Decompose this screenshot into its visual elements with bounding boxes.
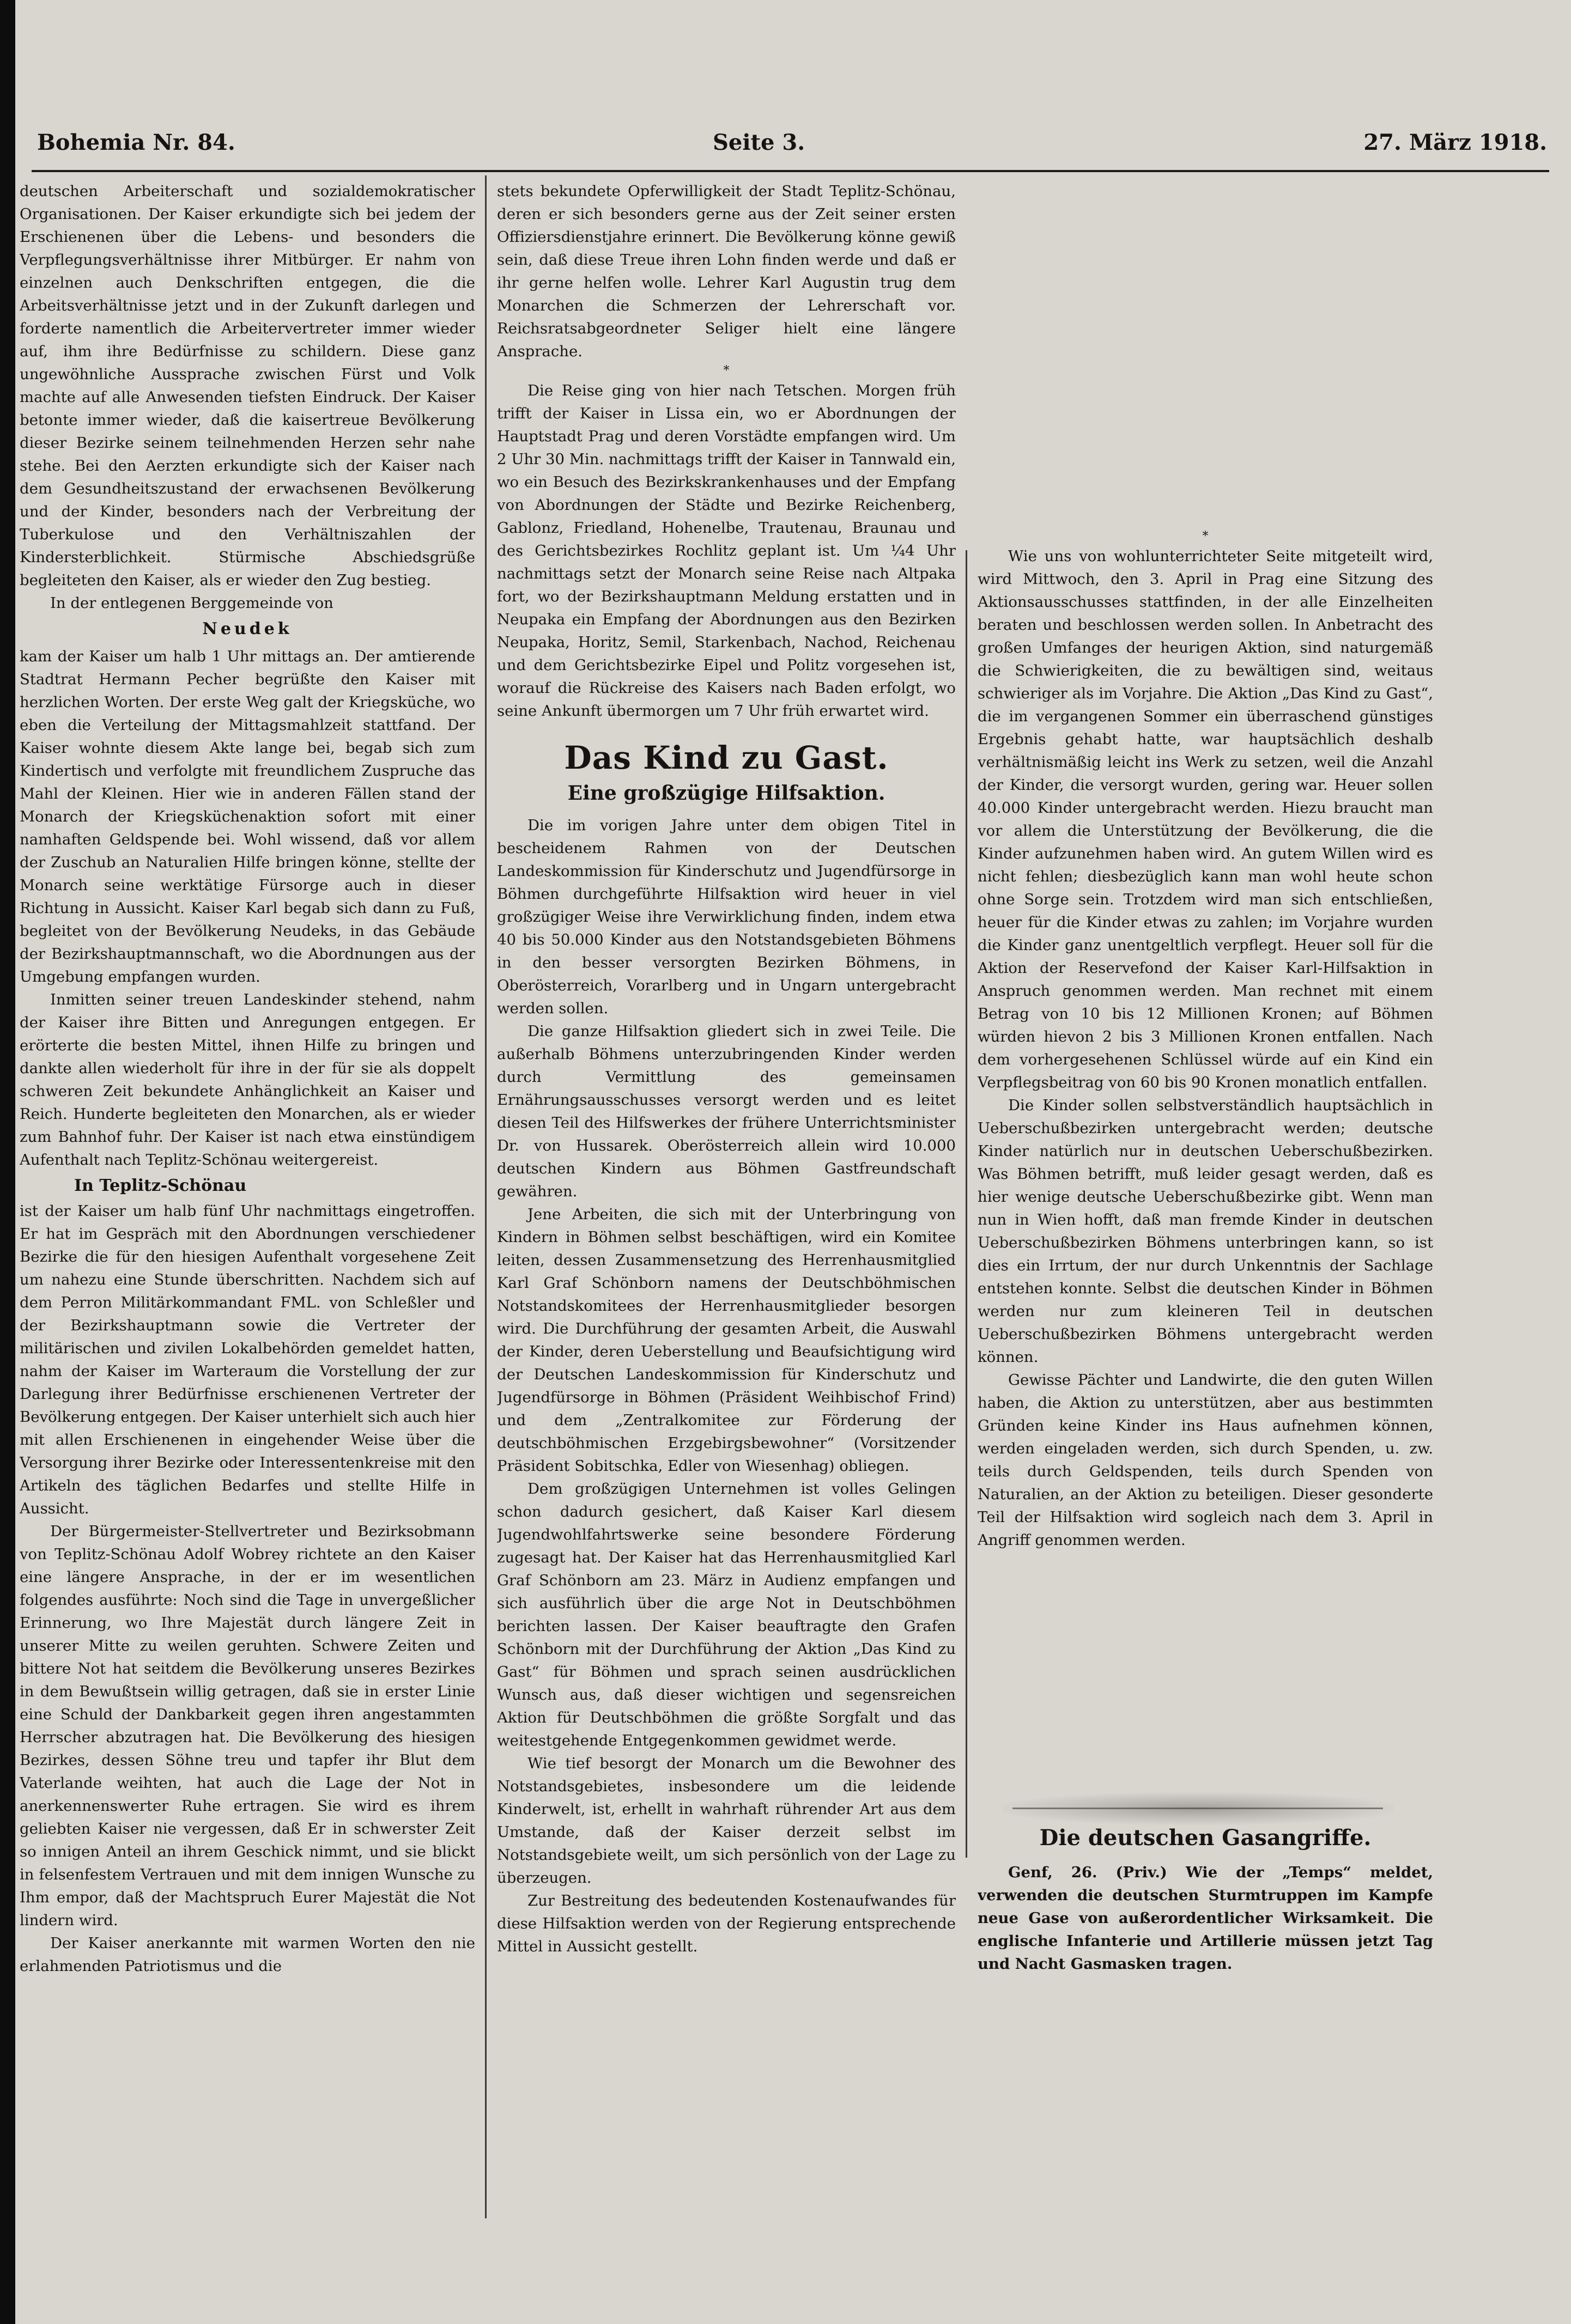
article-paragraph: Die im vorigen Jahre unter dem obigen Titel in bescheidenem Rahmen von der Deutschen Landeskommission für Kinderschutz und Jugendfürsorge in Böhmen durchgeführte Hilfsaktion wird heuer in viel großzügiger Weise ihre Verwirklichung finden, indem etwa 40 bis 50.000 Kinder aus den Notstandsgebieten Böhmens in den besser versorgten Bezirken Böhmens, in Oberösterreich, Vorarlberg und in Ungarn untergebracht werden sollen.: [497, 817, 956, 1017]
column-3: [978, 180, 1433, 2304]
article-paragraph: ist der Kaiser um halb fünf Uhr nachmittags eingetroffen. Er hat im Gespräch mit den Abordnungen verschiedener Bezirke die für den hiesigen Aufenthalt vorgesehene Zeit um nahezu eine Stunde überschritten. Nachdem sich auf dem Perron Militärkommandant FML. von Schleßler und der Bezirkshauptmann sowie die Vertreter der militärischen und zivilen Lokalbehörden gemeldet hatten, nahm der Kaiser im Warteraum die Vorstellung der zur Darlegung ihrer Bedürfnisse erschienenen Vertreter der Bevölkerung entgegen. Der Kaiser unterhielt sich auch hier mit allen Erschienenen in eingehender Weise über die Versorgung ihrer Bezirke oder Interessentenkreise mit den Artikeln des täglichen Bedarfes und stellte Hilfe in Aussicht.: [20, 1202, 475, 1517]
article-title-gasangriffe: Die deutschen Gasangriffe.: [1039, 1825, 1372, 1851]
column-rule-1: [485, 175, 487, 2218]
section-separator: *: [1202, 530, 1209, 543]
column-rule-2: [966, 550, 967, 1858]
article-paragraph: Genf, 26. (Priv.) Wie der „Temps“ meldet, verwenden die deutschen Sturmtruppen im Kampfe neue Gase von außerordentlicher Wirksamkeit. Die englische Infanterie und Artillerie müssen jetzt Tag und Nacht Gasmasken tragen.: [978, 1864, 1433, 1973]
publication-issue: Bohemia Nr. 84.: [37, 130, 235, 155]
article-paragraph: Die ganze Hilfsaktion gliedert sich in zwei Teile. Die außerhalb Böhmens unterzubringenden Kinder werden durch Vermittlung des gemeinsamen Ernährungsausschusses versorgt werden und es leitet diesen Teil des Hilfswerkes der frühere Unterrichtsminister Dr. von Hussarek. Oberösterreich allein wird 10.000 deutschen Kindern aus Böhmen Gastfreundschaft gewähren.: [497, 1023, 956, 1200]
article-paragraph: kam der Kaiser um halb 1 Uhr mittags an. Der amtierende Stadtrat Hermann Pecher begrüßte den Kaiser mit herzlichen Worten. Der erste Weg galt der Kriegsküche, wo eben die Verteilung der Mittagsmahlzeit stattfand. Der Kaiser wohnte diesem Akte lange bei, begab sich zum Kindertisch und verfolgte mit freundlichem Zuspruche das Mahl der Kleinen. Hier wie in anderen Fällen stand der Monarch der Kriegsküchenaktion sofort mit einer namhaften Geldspende bei. Wohl wissend, daß vor allem der Zuschub an Naturalien Hilfe bringen könne, stellte der Monarch seine werktätige Fürsorge auch in dieser Richtung in Aussicht. Kaiser Karl begab sich dann zu Fuß, begleitet von der Bevölkerung Neudeks, in das Gebäude der Bezirkshauptmannschaft, wo die Abordnungen aus der Umgebung empfangen wurden.: [20, 648, 475, 985]
newspaper-page: [15, 0, 1571, 2324]
column-1: [20, 180, 475, 2304]
article-paragraph: Die Kinder sollen selbstverständlich hauptsächlich in Ueberschußbezirken untergebracht werden; deutsche Kinder natürlich nur in deutschen Ueberschußbezirken. Was Böhmen betrifft, muß leider gesagt werden, daß es hier wenige deutsche Ueberschußbezirke gibt. Wenn man nun in Wien hofft, daß man fremde Kinder in deutschen Ueberschußbezirken Böhmens unterbringen kann, so ist dies ein Irrtum, der nur durch Unkenntnis der Sachlage entstehen konnte. Selbst die deutschen Kinder in Böhmen werden nur zum kleineren Teil in deutschen Ueberschußbezirken Böhmens untergebracht werden können.: [978, 1097, 1433, 1366]
column-2: [497, 180, 956, 2304]
ink-smudge-line: [1012, 1808, 1383, 1809]
article-paragraph: Gewisse Pächter und Landwirte, die den guten Willen haben, die Aktion zu unterstützen, aber aus bestimmten Gründen keine Kinder ins Haus aufnehmen können, werden eingeladen werden, sich durch Spenden, u. zw. teils durch Geldspenden, teils durch Spenden von Naturalien, an der Aktion zu beteiligen. Dieser gesonderte Teil der Hilfsaktion wird sogleich nach dem 3. April in Angriff genommen werden.: [978, 1371, 1433, 1549]
article-paragraph: stets bekundete Opferwilligkeit der Stadt Teplitz-Schönau, deren er sich besonders gerne aus der Zeit seiner ersten Offiziersdienstjahre erinnert. Die Bevölkerung könne gewiß sein, daß diese Treue ihren Lohn finden werde und daß er ihr gerne helfen wolle. Lehrer Karl Augustin trug dem Monarchen die Schmerzen der Lehrerschaft vor. Reichsratsabgeordneter Seliger hielt eine längere Ansprache.: [497, 182, 956, 360]
article-paragraph: Die Reise ging von hier nach Tetschen. Morgen früh trifft der Kaiser in Lissa ein, wo er Abordnungen der Hauptstadt Prag und deren Vorstädte empfangen wird. Um 2 Uhr 30 Min. nachmittags trifft der Kaiser in Tannwald ein, wo ein Besuch des Bezirkskrankenhauses und der Empfang von Abordnungen der Städte und Bezirke Reichenberg, Gablonz, Friedland, Hohenelbe, Trautenau, Braunau und des Gerichtsbezirkes Rochlitz geplant ist. Um ¼4 Uhr nachmittags setzt der Monarch seine Reise nach Altpaka fort, wo der Bezirkshauptmann Meldung erstatten und in Neupaka ein Empfang der Abordnungen aus den Bezirken Neupaka, Horitz, Semil, Starkenbach, Nachod, Reichenau und dem Gerichtsbezirke Eipel und Politz vorgesehen ist, worauf die Rückreise des Kaisers nach Baden erfolgt, wo seine Ankunft übermorgen um 7 Uhr früh erwartet wird.: [497, 382, 956, 720]
issue-date: 27. März 1918.: [1363, 130, 1547, 155]
column-gap: [978, 1552, 1433, 1824]
article-title-kind-zu-gast: Das Kind zu Gast.: [564, 739, 889, 776]
scan-border: [0, 0, 15, 2324]
page-number: Seite 3.: [713, 130, 805, 155]
article-paragraph: Zur Bestreitung des bedeutenden Kostenaufwandes für diese Hilfsaktion werden von der Regierung entsprechende Mittel in Aussicht gestellt.: [497, 1892, 956, 1955]
article-paragraph: Wie uns von wohlunterrichteter Seite mitgeteilt wird, wird Mittwoch, den 3. April in Prag eine Sitzung des Aktionsausschusses stattfinden, in der alle Einzelheiten beraten und beschlossen werden sollen. In Anbetracht des großen Umfanges der heurigen Aktion, sind naturgemäß die Schwierigkeiten, die zu bewältigen sind, weitaus schwieriger als im Vorjahre. Die Aktion „Das Kind zu Gast“, die im vergangenen Sommer ein überraschend günstiges Ergebnis gehabt hatte, war hauptsächlich deshalb verhältnismäßig leicht ins Werk zu setzen, weil die Anzahl der Kinder, die versorgt wurden, gering war. Heuer sollen 40.000 Kinder untergebracht werden. Hiezu braucht man vor allem die Unterstützung der Bevölkerung, die die Kinder aufzunehmen haben wird. An gutem Willen wird es nicht fehlen; diesbezüglich kann man wohl heute schon ohne Sorge sein. Trotzdem wird man sich entschließen, heuer für die Kinder etwas zu zahlen; im Vorjahre wurden die Kinder ganz unentgeltlich verpflegt. Heuer soll für die Aktion der Reservefond der Kaiser Karl-Hilfsaktion in Anspruch genommen werden. Man rechnet mit einem Betrag von 10 bis 12 Millionen Kronen; auf Böhmen würden hievon 2 bis 3 Millionen Kronen entfallen. Nach dem vorhergesehenen Schlüssel würde auf ein Kind ein Verpflegsbeitrag von 60 bis 90 Kronen monatlich entfallen.: [978, 547, 1433, 1091]
section-heading-teplitz: In Teplitz-Schönau: [74, 1176, 247, 1195]
article-paragraph: Inmitten seiner treuen Landeskinder stehend, nahm der Kaiser ihre Bitten und Anregungen entgegen. Er erörterte die besten Mittel, ihnen Hilfe zu bringen und dankte allen wiederholt für ihre in der für sie als doppelt schweren Zeit bekundete Anhänglichkeit an Kaiser und Reich. Hunderte begleiteten den Monarchen, als er wieder zum Bahnhof fuhr. Der Kaiser ist nach etwa einstündigem Aufenthalt nach Teplitz-Schönau weitergereist.: [20, 991, 475, 1169]
section-heading-neudek: Neudek: [202, 619, 293, 638]
article-paragraph: In der entlegenen Berggemeinde von: [50, 594, 333, 612]
article-subtitle: Eine großzügige Hilfsaktion.: [567, 782, 885, 805]
article-paragraph: deutschen Arbeiterschaft und sozialdemokratischer Organisationen. Der Kaiser erkundigte sich bei jedem der Erschienenen über die Lebens- und besonders die Verpflegungsverhältnisse ihrer Mitbürger. Er nahm von einzelnen auch Denkschriften entgegen, die die Arbeitsverhältnisse jetzt und in der Zukunft darlegen und forderte namentlich die Arbeitervertreter immer wieder auf, ihm ihre Bedürfnisse zu schildern. Diese ganz ungewöhnliche Aussprache zwischen Fürst und Volk machte auf alle Anwesenden tiefsten Eindruck. Der Kaiser betonte immer wieder, daß die kaisertreue Bevölkerung dieser Bezirke seinem teilnehmenden Herzen sehr nahe stehe. Bei den Aerzten erkundigte sich der Kaiser nach dem Gesundheitszustand der erwachsenen Bevölkerung und der Kinder, besonders nach der Verbreitung der Tuberkulose und den Verhältniszahlen der Kindersterblichkeit. Stürmische Abschiedsgrüße begleiteten den Kaiser, als er wieder den Zug bestieg.: [20, 182, 475, 589]
article-paragraph: Jene Arbeiten, die sich mit der Unterbringung von Kindern in Böhmen selbst beschäftigen, wird ein Komitee leiten, dessen Zusammensetzung des Herrenhausmitglied Karl Graf Schönborn namens der Deutschböhmischen Notstandskomitees der Herrenhausmitglieder besorgen wird. Die Durchführung der gesamten Arbeit, die Auswahl der Kinder, deren Ueberstellung und Beaufsichtigung wird der Deutschen Landeskommission für Kinderschutz und Jugendfürsorge in Böhmen (Präsident Weihbischof Frind) und dem „Zentralkomitee zur Förderung der deutschböhmischen Erzgebirgsbewohner“ (Vorsitzender Präsident Sobitschka, Edler von Wiesenhag) obliegen.: [497, 1206, 956, 1475]
article-paragraph: Der Kaiser anerkannte mit warmen Worten den nie erlahmenden Patriotismus und die: [20, 1934, 475, 1975]
column-top-space: [978, 180, 1433, 528]
section-separator: *: [723, 364, 730, 378]
article-paragraph: Dem großzügigen Unternehmen ist volles Gelingen schon dadurch gesichert, daß Kaiser Karl diesem Jugendwohlfahrtswerke seine besondere Förderung zugesagt hat. Der Kaiser hat das Herrenhausmitglied Karl Graf Schönborn am 23. März in Audienz empfangen und sich ausführlich über die arge Not in Deutschböhmen berichten lassen. Der Kaiser beauftragte den Grafen Schönborn mit der Durchführung der Aktion „Das Kind zu Gast“ für Böhmen und sprach seinen ausdrücklichen Wunsch aus, daß dieser wichtigen und segensreichen Aktion für Deutschböhmen die größte Sorgfalt und das weitestgehende Entgegenkommen gewidmet werde.: [497, 1480, 956, 1749]
article-paragraph: Wie tief besorgt der Monarch um die Bewohner des Notstandsgebietes, insbesondere um die leidende Kinderwelt, ist, erhellt in wahrhaft rührender Art aus dem Umstande, daß der Kaiser derzeit selbst im Notstandsgebiete weilt, um sich persönlich von der Lage zu überzeugen.: [497, 1755, 956, 1887]
header-rule: [32, 170, 1549, 172]
page-header: [37, 130, 1547, 162]
article-paragraph: Der Bürgermeister-Stellvertreter und Bezirksobmann von Teplitz-Schönau Adolf Wobrey richtete an den Kaiser eine längere Ansprache, in der er im wesentlichen folgendes ausführte: Noch sind die Tage in unvergeßlicher Erinnerung, wo Ihre Majestät durch längere Zeit in unserer Mitte zu weilen geruhten. Schwere Zeiten und bittere Not hat seitdem die Bevölkerung unseres Bezirkes in dem Bewußtsein willig getragen, daß sie in erster Linie eine Schuld der Dankbarkeit gegen ihren angestammten Herrscher abzutragen hat. Die Bevölkerung des hiesigen Bezirkes, dessen Söhne treu und tapfer ihr Blut dem Vaterlande weihten, hat auch die Lage der Not in anerkennenswerter Ruhe ertragen. Sie wird es ihrem geliebten Kaiser nie vergessen, daß Er in schwerster Zeit so innigen Anteil an ihrem Geschick nimmt, und sie blickt in felsenfestem Vertrauen und mit dem innigen Wunsche zu Ihm empor, daß der Machtspruch Eurer Majestät die Not lindern wird.: [20, 1523, 475, 1929]
